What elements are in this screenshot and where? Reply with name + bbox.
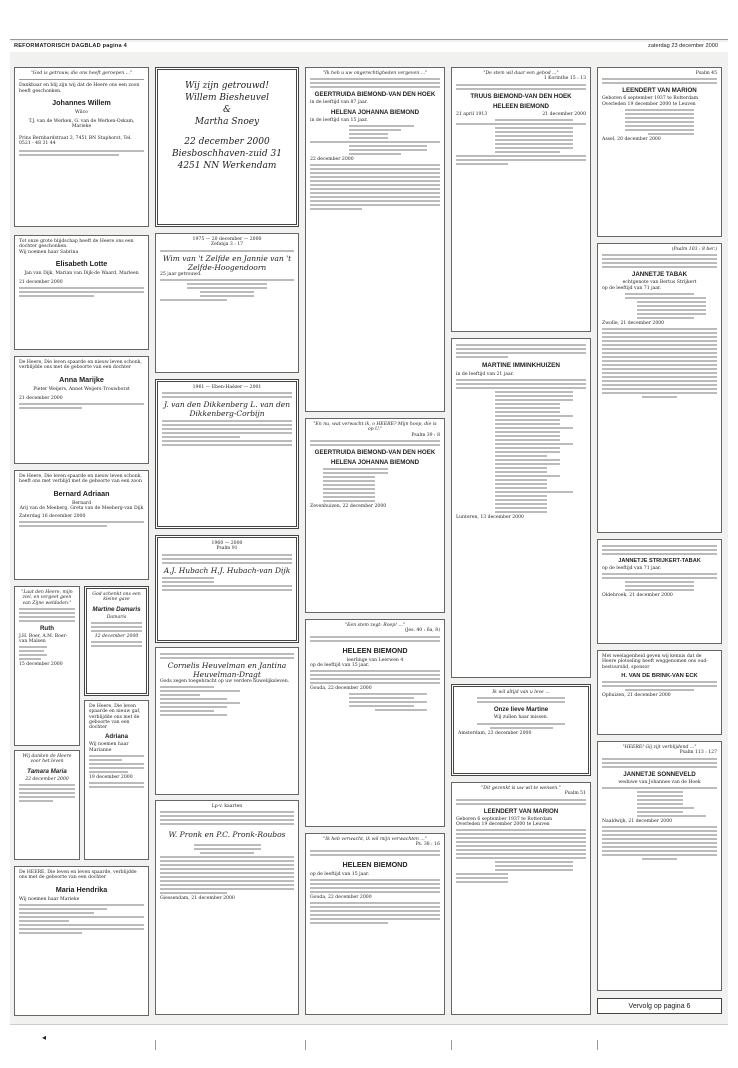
anniversary-zelfde bbox=[155, 233, 299, 373]
deceased-subtitle: weduwe van Johannes van de Hoek bbox=[618, 779, 701, 785]
anniversary-body: 25 jaar getrouwd. bbox=[160, 271, 202, 277]
family-list bbox=[456, 379, 586, 513]
notice-intro: De Heere, Die leven spaarde en nieuw gaf, verblijdde ons met de geboorte van een dochter bbox=[89, 704, 141, 731]
obituary-tabak bbox=[597, 243, 722, 533]
body-text bbox=[19, 403, 144, 409]
page-marker-icon: ◂ bbox=[42, 1033, 47, 1042]
parents: T.J. van de Werken, G. van de Werken-Oskam, Marieke bbox=[28, 119, 135, 130]
body-text-2 bbox=[310, 670, 440, 684]
body-text bbox=[89, 755, 144, 773]
body-text bbox=[19, 287, 144, 297]
child-name: Tamara Maria bbox=[27, 767, 67, 775]
notice-quote: "Ik heb u uw ongerechtigheden vergeven ..." bbox=[322, 71, 428, 76]
wedding-date: 22 december 2000 bbox=[184, 137, 270, 147]
birth-notice-tamara bbox=[14, 750, 80, 860]
child-name: Adriana bbox=[104, 733, 129, 741]
deceased-age: op de leeftijd van 71 jaar. bbox=[602, 285, 662, 291]
child-name: Maria Hendrika bbox=[55, 884, 108, 894]
obituary-martine bbox=[451, 338, 591, 678]
masthead-date: zaterdag 23 december 2000 bbox=[648, 43, 718, 49]
deceased-age: op de leeftijd van 71 jaar. bbox=[602, 566, 662, 571]
notice-quote: God schenkt ons een kleine gave bbox=[92, 592, 141, 603]
body-text bbox=[602, 254, 717, 268]
notice-intro: De HEERE, Die leven en leven spaarde, verblijdde ons met de geboorte van een dochter bbox=[19, 870, 137, 881]
notice-quote: "Ik heb verwacht, ik wil mijn verwachten ..." bbox=[323, 837, 427, 842]
deceased-name: H. VAN DE BRINK-VAN ECK bbox=[621, 672, 698, 679]
notice-sub: Wij noemen haar Sabrina bbox=[19, 249, 79, 255]
scripture-ref: Psalm 91 bbox=[216, 546, 238, 552]
family-list bbox=[310, 693, 440, 711]
body-text bbox=[458, 697, 584, 703]
birth-notice-maria bbox=[14, 866, 149, 1016]
family-list bbox=[160, 844, 294, 894]
body-text bbox=[19, 150, 144, 156]
notice-date: Giessendam, 21 december 2000 bbox=[160, 896, 235, 902]
death-info: Overleden 19 december 2000 te Leuven bbox=[456, 821, 550, 827]
notice-date: Naaldwijk, 21 december 2000 bbox=[602, 818, 673, 824]
family-list bbox=[160, 279, 294, 301]
notice-quote: "De stem wil daar een gebod ..." bbox=[483, 71, 559, 76]
couple-names: W. Pronk en P.C. Pronk-Roubos bbox=[168, 830, 286, 840]
child-nickname: Wilco bbox=[75, 109, 88, 115]
notice-intro: Tot onze grote blijdschap heeft de Heere ons een dochter geschonken. bbox=[19, 239, 134, 250]
notice-quote: "Een stem zegt: Roep! ..." bbox=[345, 623, 405, 628]
column-tick bbox=[305, 1040, 306, 1050]
couple-names: Cornelis Heuvelman en Jantina Heuvelman-Dragt bbox=[167, 661, 287, 679]
body-text bbox=[310, 78, 440, 88]
deceased-name-2: HELEEN BIEMOND bbox=[492, 102, 550, 110]
birth-notice-martine bbox=[84, 586, 149, 696]
deceased-name: GEERTRUIDA BIEMOND-VAN DEN HOEK bbox=[314, 448, 436, 456]
birth-notice-adriana bbox=[84, 700, 149, 860]
parents: Pieter Weijers, Annet Weijers-Trouwborst bbox=[33, 386, 130, 392]
body-text bbox=[19, 608, 75, 622]
deceased-name: HELEEN BIEMOND bbox=[342, 645, 408, 655]
obituary-heleen-1 bbox=[305, 619, 445, 827]
column-tick bbox=[597, 1040, 598, 1050]
body-text-2 bbox=[456, 829, 586, 883]
anniversary-hubach bbox=[155, 535, 299, 643]
column-tick bbox=[451, 1040, 452, 1050]
family-list bbox=[458, 723, 584, 729]
body-text bbox=[19, 521, 144, 527]
scripture-ref: Psalm 39 : 8 bbox=[411, 432, 440, 438]
address-text bbox=[91, 641, 142, 647]
body-text-2 bbox=[310, 879, 440, 893]
child-name: Martine Damaris bbox=[92, 605, 141, 613]
obituary-heleen-2 bbox=[305, 833, 445, 1015]
child-name: Elisabeth Lotte bbox=[55, 258, 108, 268]
notice-intro: Met weelagenheid geven wij kennis dat de Heere plotseling heeft weggenomen ons oud-bestuurslid, sponsor bbox=[602, 654, 708, 670]
obituary-brink bbox=[597, 650, 722, 735]
address: Prins Bernhardstraat 3, 7451 BN Staphorst, Tel. 0521 - 48 31 44 bbox=[19, 135, 132, 147]
notice-date: Gouda, 22 december 2000 bbox=[310, 686, 372, 692]
notice-quote: Ik wil altijd van u leve ... bbox=[492, 690, 550, 695]
obituary-geertruida-1 bbox=[305, 67, 445, 412]
deceased-subtitle: leerlinge van Leerwen 4 bbox=[346, 657, 404, 663]
obituary-marion-2 bbox=[597, 67, 722, 237]
deceased-name: MARTINE IMMINKHUIZEN bbox=[481, 362, 561, 369]
obituary-truus bbox=[451, 67, 591, 332]
couple-names: J. van den Dikkenberg L. van den Dikkenberg-Corbijn bbox=[163, 400, 291, 419]
notice-date: Ophuizen, 21 december 2000 bbox=[602, 692, 671, 698]
child-name: Johannes Willem bbox=[52, 97, 111, 107]
parents: J.H. Boer, A.M. Boer-van Malsen bbox=[19, 633, 68, 645]
body-text-2 bbox=[162, 577, 292, 591]
deceased-age: in de leeftijd van 87 jaar. bbox=[310, 100, 368, 106]
notice-quote: "HEERE! Gij zijt verblijdend ..." bbox=[622, 745, 697, 750]
birth-notice-elisabeth bbox=[14, 235, 149, 350]
wedding-groom: Willem Biesheuvel bbox=[184, 93, 270, 103]
body-text bbox=[160, 653, 294, 659]
scripture-ref: (Jes. 40 : 6a, 8) bbox=[404, 628, 440, 634]
anniversary-dikkenberg bbox=[155, 379, 299, 529]
birth-info: Geboren 6 september 1937 te Rotterdam bbox=[456, 816, 553, 822]
family-list bbox=[160, 686, 294, 716]
wedding-announcement bbox=[155, 67, 299, 227]
notice-sub: Wij zullen haar missen. bbox=[493, 715, 549, 721]
deceased-name: HELEEN BIEMOND bbox=[342, 859, 408, 869]
body-text bbox=[456, 344, 586, 358]
obituary-marion-1 bbox=[451, 782, 591, 1015]
parents: Arij van de Meeberg, Greta van de Meeberg-van Dijk bbox=[19, 505, 144, 511]
notice-date: Lunteren, 13 december 2000 bbox=[456, 515, 524, 521]
body-text bbox=[162, 554, 292, 564]
family-list bbox=[602, 293, 717, 319]
notice-sub: Wij noemen haar Marieke bbox=[19, 896, 80, 902]
deceased-name: JANNETJE TABAK bbox=[631, 271, 688, 279]
obituary-onze-martine bbox=[451, 684, 591, 776]
anniversary-years: 1975 — 20 december — 2000 bbox=[192, 237, 262, 242]
body-text bbox=[310, 636, 440, 642]
birth-notice-johannes bbox=[14, 67, 149, 227]
scripture-ref: Psalm 113 : 127 bbox=[679, 750, 717, 756]
notice-date: 22 december 2000 bbox=[310, 156, 354, 162]
death-date: 21 december 2000 bbox=[542, 111, 586, 117]
parents: Jan van Dijk, Marian van Dijk-de Waard, Marleen bbox=[24, 270, 139, 276]
notice-heading: Lp-v. kaarten bbox=[211, 804, 243, 809]
newspaper-page bbox=[10, 10, 728, 1050]
child-name: Anna Marijke bbox=[59, 374, 104, 384]
deceased-name: GEERTRUIDA BIEMOND-VAN DEN HOEK bbox=[314, 91, 436, 99]
wedding-ampersand: & bbox=[222, 105, 231, 115]
scripture-ref: (Psalm 103 : 8 ber.) bbox=[671, 247, 717, 252]
anniversary-pronk bbox=[155, 800, 299, 1015]
body-text bbox=[602, 545, 717, 555]
deceased-age: op de leeftijd van 15 jaar. bbox=[310, 871, 370, 877]
birth-info: Geboren 6 september 1937 te Rotterdam bbox=[602, 96, 699, 102]
body-text bbox=[310, 850, 440, 856]
notice-quote: "God is getrouw, die ons heeft geroepen ..." bbox=[30, 71, 133, 76]
body-text bbox=[162, 392, 292, 398]
birth-notice-anna bbox=[14, 356, 149, 464]
wedding-city: 4251 NN Werkendam bbox=[177, 161, 277, 171]
notice-date: Assel, 20 december 2000 bbox=[602, 136, 661, 142]
family-list bbox=[310, 125, 440, 155]
notice-date: Zaterdag 16 december 2000 bbox=[19, 514, 86, 520]
child-nickname: Bernard bbox=[71, 500, 92, 506]
scripture-ref: 1 Korinthe 15 : 13 bbox=[543, 76, 586, 82]
obituary-geertruida-2 bbox=[305, 418, 445, 613]
notice-intro: Dankbaar en blij zijn wij dat de Heere ons een zoon heeft geschonken. bbox=[19, 83, 140, 94]
divider bbox=[19, 79, 144, 80]
wedding-street: Biesboschhaven-zuid 31 bbox=[172, 149, 282, 159]
family-list bbox=[310, 902, 440, 924]
anniversary-body: Gods zegen toegebracht op uw verdere huwelijksleven. bbox=[160, 679, 290, 684]
child-name: Ruth bbox=[39, 624, 55, 632]
notice-quote: Wij danken de Heere voor het leven bbox=[22, 754, 72, 765]
birth-notice-bernard bbox=[14, 470, 149, 580]
child-name: Bernard Adriaan bbox=[53, 488, 110, 498]
couple-names: Wim van 't Zelfde en Jannie van 't Zelfde-Hoogendoorn bbox=[162, 253, 292, 272]
body-text-2 bbox=[602, 328, 717, 398]
obituary-sonneveld bbox=[597, 741, 722, 991]
notice-quote: "Laat den Heere, mijn ziel, en vergeet geen van Zijne weldaden." bbox=[21, 590, 73, 606]
family-list bbox=[602, 573, 717, 591]
notice-date: 15 december 2000 bbox=[19, 662, 63, 668]
body-text bbox=[91, 622, 142, 632]
notice-date: Amsterdam, 23 december 2000 bbox=[458, 730, 532, 736]
deceased-name-2: HELENA JOHANNA BIEMOND bbox=[330, 108, 420, 116]
obituary-strijkert bbox=[597, 539, 722, 644]
page-top-margin bbox=[10, 10, 728, 40]
death-info: Overleden 19 december 2000 te Leuven bbox=[602, 101, 696, 107]
notice-date: 19 december 2000 bbox=[89, 775, 133, 781]
notice-date: Zwolle, 21 december 2000 bbox=[602, 320, 665, 326]
column-tick bbox=[155, 1040, 156, 1050]
scripture-ref: Zefanja 3 : 17 bbox=[210, 242, 244, 248]
body-text bbox=[456, 84, 586, 90]
deceased-name: LEENDERT VAN MARION bbox=[622, 87, 697, 95]
body-text-2 bbox=[162, 420, 292, 446]
family-list bbox=[310, 468, 440, 502]
notice-quote: "Dit gezenkt is uw wil te wensen." bbox=[481, 786, 561, 791]
family-list bbox=[456, 119, 586, 165]
family-list bbox=[602, 787, 717, 817]
masthead-title: REFORMATORISCH DAGBLAD pagina 4 bbox=[14, 43, 127, 49]
body-text bbox=[456, 799, 586, 805]
anniversary-years: 1961 — Eben-Haëzer — 2001 bbox=[192, 385, 262, 390]
masthead-bar bbox=[10, 42, 728, 52]
body-text bbox=[602, 681, 717, 691]
notice-intro: De Heere, Die leven spaarde en nieuw leven schonk, verblijdde ons met de geboorte van een dochter bbox=[19, 360, 142, 371]
dates-row bbox=[456, 112, 586, 117]
birth-date: 21 april 1913 bbox=[456, 111, 488, 117]
page-footer bbox=[10, 1024, 728, 1050]
couple-names: A.J. Hubach H.J. Hubach-van Dijk bbox=[163, 565, 291, 575]
body-text bbox=[160, 250, 294, 252]
body-text bbox=[602, 758, 717, 768]
notice-date: 21 december 2000 bbox=[19, 280, 63, 286]
address-text bbox=[89, 782, 144, 788]
deceased-name: Onze lieve Martine bbox=[493, 706, 549, 714]
body-text bbox=[19, 784, 75, 802]
deceased-age: op de leeftijd van 15 jaar. bbox=[310, 662, 370, 668]
scripture-ref: Psalm 51 bbox=[564, 791, 586, 797]
body-text bbox=[602, 78, 717, 84]
deceased-name: JANNETJE STRIJKERT-TABAK bbox=[618, 558, 701, 564]
scripture-ref: Psalm 45 bbox=[695, 71, 717, 76]
wedding-bride: Martha Snoey bbox=[194, 117, 260, 127]
notice-date: 21 december 2000 bbox=[19, 395, 63, 401]
deceased-name-2: HELENA JOHANNA BIEMOND bbox=[330, 458, 420, 466]
deceased-name: TRUUS BIEMOND-VAN DEN HOEK bbox=[470, 92, 572, 100]
deceased-name: LEENDERT VAN MARION bbox=[483, 807, 559, 815]
body-text-2 bbox=[310, 164, 440, 210]
notice-quote: "En nu, wat verwacht ik, o HEERE? Mijn hoop, die is op U." bbox=[313, 422, 437, 433]
notice-date: Gouda, 22 december 2000 bbox=[310, 894, 372, 900]
notice-date: 22 december 2000 bbox=[25, 776, 69, 782]
body-text bbox=[19, 904, 144, 934]
body-text bbox=[160, 811, 294, 825]
family-list bbox=[19, 646, 75, 660]
notice-date: 12 december 2000 bbox=[94, 633, 139, 639]
body-text-2 bbox=[602, 826, 717, 860]
deceased-age: in de leeftijd van 21 jaar. bbox=[456, 372, 514, 377]
deceased-age-2: in de leeftijd van 15 jaar. bbox=[310, 117, 368, 123]
child-nickname: Damaris bbox=[106, 614, 127, 620]
birth-notice-ruth bbox=[14, 586, 80, 746]
wedding-line-1: Wij zijn getrouwd! bbox=[185, 81, 269, 91]
family-list bbox=[602, 109, 717, 135]
body-text bbox=[310, 440, 440, 446]
anniversary-years: 1960 — 2000 bbox=[211, 541, 243, 546]
scripture-ref: Ps. 38 : 16 bbox=[415, 842, 440, 848]
deceased-subtitle: echtgenote van Bertus Strijkert bbox=[622, 280, 697, 286]
notice-sub: Wij noemen haar Marianne bbox=[89, 742, 129, 753]
notice-date: Oldebroek, 21 december 2000 bbox=[602, 593, 673, 599]
deceased-name: JANNETJE SONNEVELD bbox=[623, 770, 696, 778]
continued-on-page-link[interactable]: Vervolg op pagina 6 bbox=[597, 998, 722, 1014]
notice-date: Zevenhuizen, 22 december 2000 bbox=[310, 503, 387, 509]
notice-intro: De Heere, Die leven spaarde en nieuw leven schonk, heeft ons met verblijd met de geboorte van een zoon bbox=[19, 474, 142, 485]
anniversary-heuvelman bbox=[155, 647, 299, 795]
